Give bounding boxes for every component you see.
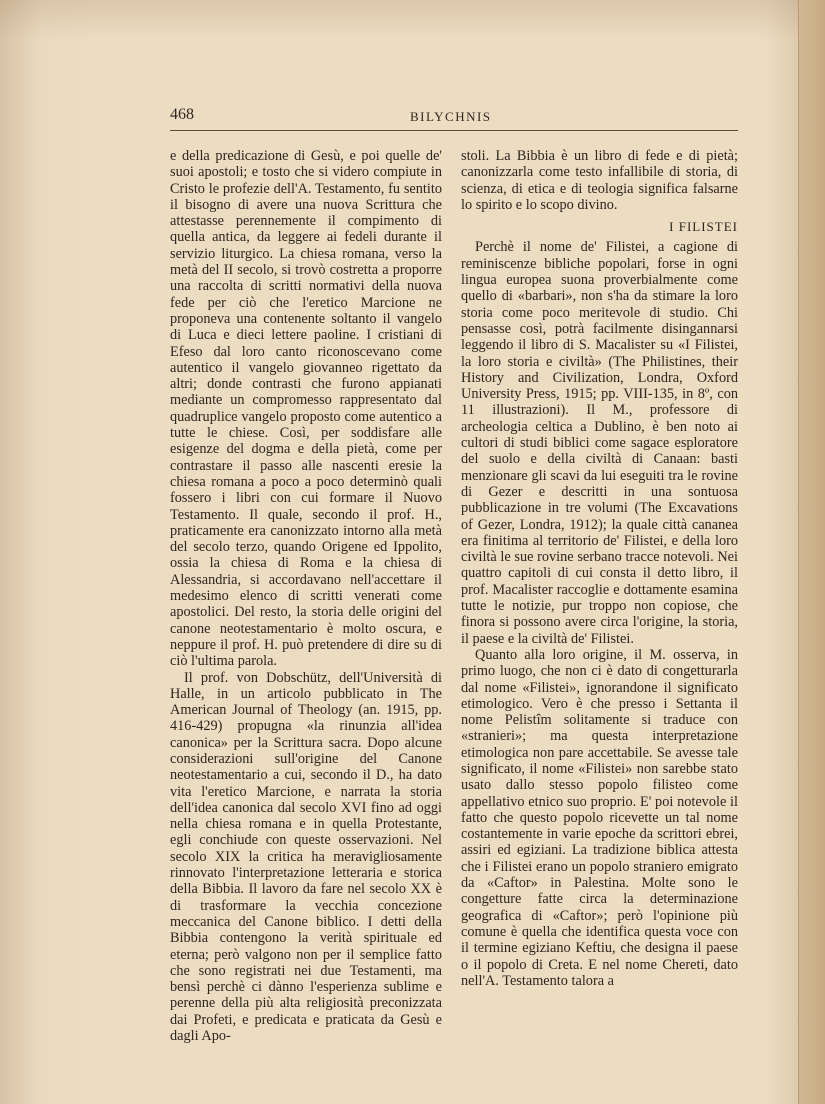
page-number: 468 [170, 106, 194, 123]
right-paragraph-2: Perchè il nome de' Filistei, a cagione di reminiscenze bibliche popolari, forse in ogni lingua europea suona proverbialmente come quello di «barbari», non s'ha da stimare la loro storia come poco meritevole di studio. Chi pensasse così, potrà facilmente disingannarsi leggendo il libro di S. Macalister su «I Filistei, la loro storia e civiltà» (The Philistines, their History and Civilization, Londra, Oxford University Press, 1915; pp. VIII-135, in 8º, con 11 illustrazioni). Il M., professore di archeologia celtica a Dublino, è ben noto ai cultori di studi biblici come sagace esploratore del suolo e della civiltà di Canaan: basti menzionare gli scavi da lui eseguiti tra le rovine di Gezer e descritti in una sontuosa pubblicazione in tre volumi (The Excavations of Gezer, Londra, 1912); la quale città cananea era finitima al territorio de' Filistei, e della loro civiltà le sue rovine serbano tracce notevoli. Nei quattro capitoli di cui consta il detto libro, il prof. Macalister raccoglie e dottamente esamina tutte le notizie, pur troppo non copiose, che finora si possono avere circa l'origine, la storia, il paese e la civiltà de' Filistei. [461, 239, 738, 647]
right-paragraph-1: stoli. La Bibbia è un libro di fede e di pietà; canonizzarla come testo infallibile di storia, di scienza, di etica e di teologia significa falsarne lo spirito e lo scopo divino. [461, 148, 738, 213]
left-column [170, 148, 442, 1044]
left-paragraph-1: e della predicazione di Gesù, e poi quelle de' suoi apostoli; e tosto che si videro compiute in Cristo le profezie dell'A. Testamento, fu sentito il bisogno di avere una nuova Scrittura che attestasse perennemente il compimento di quella antica, da leggere ai fedeli durante il servizio liturgico. La chiesa romana, verso la metà del II secolo, si trovò costretta a proporre una raccolta di scritti normativi della nuova fede per ciò che l'eretico Marcione ne proponeva una contenente soltanto il vangelo di Luca e dieci lettere paoline. I cristiani di Efeso dal loro canto riconoscevano come autentico il vangelo giovanneo rigettato da altri; donde contrasti che furono appianati mediante un compromesso rappresentato dal quadruplice vangelo proposto come autentico a tutte le chiese. Così, per soddisfare alle esigenze del dogma e della pietà, come per contrastare il passo alle nascenti eresie la chiesa romana a poco a poco determinò quali fossero i libri con cui formare il Nuovo Testamento. Il quale, secondo il prof. H., praticamente era canonizzato intorno alla metà del secolo terzo, quando Origene ed Ippolito, ossia la chiesa di Roma e la chiesa di Alessandria, si accordavano nell'accettare il medesimo elenco di scritti venerati come apostolici. Del resto, la storia delle origini del canone neotestamentario è molto oscura, e neppure il prof. H. può pretendere di dire su di ciò l'ultima parola. [170, 148, 442, 670]
running-title: BILYCHNIS [410, 109, 492, 124]
right-paragraph-3: Quanto alla loro origine, il M. osserva, in primo luogo, che non ci è dato di congetturarla dal nome «Filistei», ignorandone il significato etimologico. Vero è che presso i Settanta il nome Pelistîm solitamente si traduce con «stranieri»; ma questa interpretazione etimologica non pare accettabile. Se avesse tale significato, il nome «Filistei» non sarebbe stato usato dallo stesso popolo filisteo come appellativo etnico suo proprio. E' poi notevole il fatto che questo popolo ricevette un tal nome costantemente in varie epoche da scrittori ebrei, assiri ed egiziani. La tradizione biblica attesta che i Filistei erano un popolo straniero emigrato da «Caftor» in Palestina. Molte sono le congetture fatte circa la determinazione geografica di «Caftor»; però l'opinione più comune è quella che identifica questa voce con il termine egiziano Keftiu, che designa il paese o il popolo di Creta. E nel nome Chereti, dato nell'A. Testamento talora a [461, 646, 738, 989]
page-edge [798, 0, 825, 1104]
left-paragraph-2: Il prof. von Dobschütz, dell'Università di Halle, in un articolo pubblicato in The American Journal of Theology (an. 1915, pp. 416-429) propugna «la rinunzia all'idea canonica» per la Scrittura sacra. Dopo alcune considerazioni sull'origine del Canone neotestamentario a cui, secondo il D., ha dato vita l'eretico Marcione, e narrata la storia dell'idea canonica dal secolo XVI fino ad oggi nella chiesa romana e in quella Protestante, egli conchiude con queste osservazioni. Nel secolo XIX la critica ha meravigliosamente rinnovato l'interpretazione letteraria e storica della Bibbia. Il lavoro da fare nel secolo XX è di trasformare la vecchia concezione meccanica del Canone biblico. I detti della Bibbia contengono la verità spirituale ed eterna; però valgono non per il semplice fatto che sono registrati nei due Testamenti, ma bensì perchè ci dànno l'esperienza sublime e perenne della più alta religiosità preconizzata dai Profeti, e predicata e praticata da Gesù e dagli Apo- [170, 669, 442, 1045]
right-column [461, 148, 738, 989]
page-header [170, 106, 738, 131]
section-heading: I FILISTEI [669, 219, 738, 235]
